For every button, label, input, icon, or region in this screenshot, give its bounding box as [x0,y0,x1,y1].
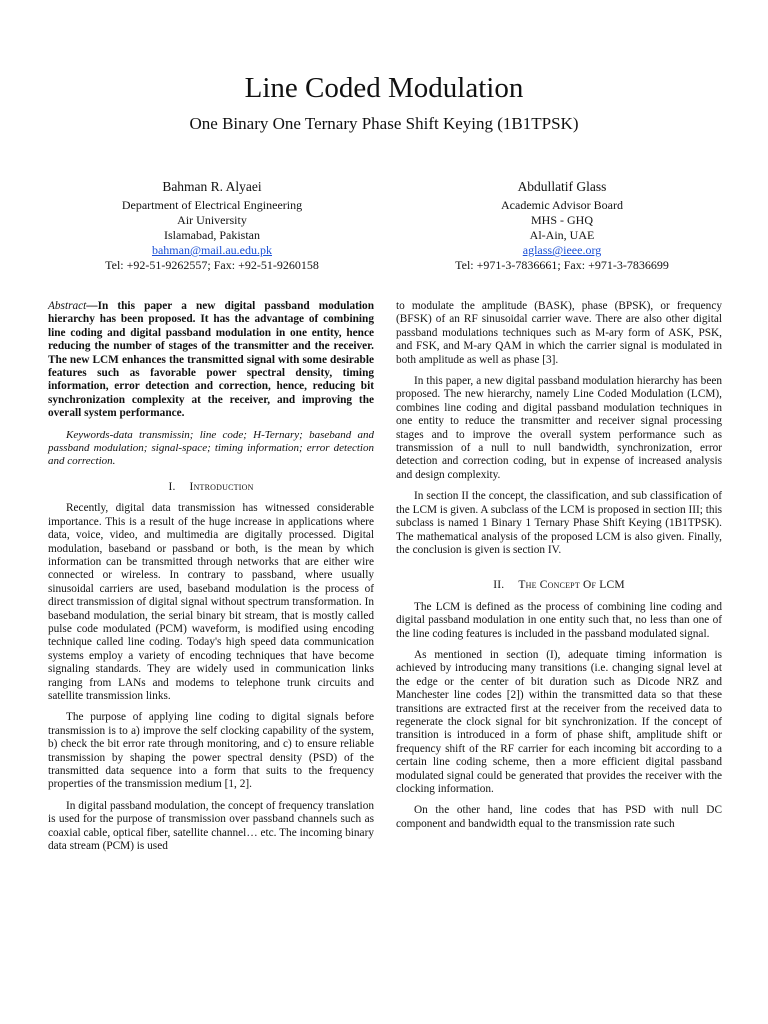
section-heading-concept [396,579,722,592]
right-column [396,300,722,839]
author-affiliation-line: Academic Advisor Board [501,198,623,212]
author-block-2 [392,178,732,273]
section-title: Introduction [189,480,254,493]
author-email-link[interactable]: bahman@mail.au.edu.pk [151,243,273,257]
author-affiliation-line: MHS - GHQ [530,213,593,227]
paragraph: The LCM is defined as the process of combining line coding and digital passband modulation in one entity such that, no less than one of the line coding features is included in the passband modulated signal. [396,600,722,640]
author-phone: Tel: +92-51-9262557; Fax: +92-51-9260158 [105,258,319,272]
author-block-1 [42,178,382,273]
paper-subtitle: One Binary One Ternary Phase Shift Keying (1B1TPSK) [189,114,579,133]
author-affiliation-line: Air University [177,213,247,227]
section-title: The Concept Of LCM [518,579,625,592]
abstract-label: Abstract [48,300,87,312]
paragraph: The purpose of applying line coding to digital signals before transmission is to a) improve the self clocking capability of the system, b) check the bit error rate through monitoring, and c) to ensure reliable transmission by shaping the power spectral density (PSD) of the transmitted data sequence into a form that suits to the frequency properties of the transmission medium [1, 2]. [48,711,374,791]
paragraph: In digital passband modulation, the concept of frequency translation is used for the purpose of transmission over passband channels such as coaxial cable, optical fiber, satellite channel… etc. The incoming binary data stream (PCM) is used [48,799,374,853]
section-heading-introduction [48,481,374,494]
section-number: II. [493,579,505,592]
author-affiliation-line: Islamabad, Pakistan [164,228,260,242]
author-affiliation-line: Department of Electrical Engineering [121,198,303,212]
author-affiliation-line: Al-Ain, UAE [529,228,595,242]
left-column [48,300,374,861]
paragraph: As mentioned in section (I), adequate timing information is achieved by introducing many transitions (i.e. changing signal level at the edge or the center of bit duration such as Dicode NRZ and Manchester line codes [2]) within the transmitted data so that these transitions are extracted first at the receiver from the received data to regenerate the clock signal for bit synchronization. If the concept of transition is introduced in a form of phase shift, amplitude shift or frequency shift of the RF carrier for each incoming bit according to a certain line coding scheme, then a more efficient digital passband modulated signal could be generated that provides the receiver with the clocking information. [396,648,722,795]
section-number: I. [168,480,176,493]
keywords: Keywords-data transmissin; line code; H-Ternary; baseband and passband modulation; signal-space; timing information; error detection and correction. [48,428,374,468]
paragraph: to modulate the amplitude (BASK), phase (BPSK), or frequency (BFSK) of an RF sinusoidal carrier wave. There are also other digital passband modulations techniques such as M-ary form of ASK, PSK, and FSK, and M-ary QAM in which the carrier signal is modulated in both amplitude as well as phase [3]. [396,300,722,366]
paragraph: In section II the concept, the classification, and sub classification of the LCM is given. A subclass of the LCM is proposed in section III; this subclass is named 1 Binary 1 Ternary Phase Shift Keying (1B1TPSK). The mathematical analysis of the proposed LCM is also given. Finally, the conclusion is given is section IV. [396,490,723,556]
author-email-link[interactable]: aglass@ieee.org [522,243,602,257]
author-phone: Tel: +971-3-7836661; Fax: +971-3-7836699 [455,258,669,272]
paragraph: On the other hand, line codes that has PSD with null DC component and bandwidth equal to the transmission rate such [396,804,722,830]
abstract [48,300,374,421]
author-name: Abdullatif Glass [517,179,607,194]
abstract-text: —In this paper a new digital passband modulation hierarchy has been proposed. It has the advantage of combining line coding and digital passband modulation in one entity, hence reducing the number of stages of the transmitter and the receiver. The new LCM enhances the transmitted signal with some desirable features such as favorable power spectral density, timing information, error detection and correction, hence, reducing bit synchronization complexity at the receiver, and improving the overall system performance. [48,300,374,420]
author-name: Bahman R. Alyaei [162,179,262,194]
paragraph: Recently, digital data transmission has witnessed considerable importance. This is a result of the huge increase in applications where data, voice, video, and multimedia are digitally processed. Digital modulation, baseband or passband or both, is the mean by which information can be transmitted through networks that are either wire connected or wireless. In contrary to passband, where usually sinusoidal carriers are used, baseband modulation is the process of direct transmission of digital signal without spectrum transformation. In baseband modulation, the serial binary bit stream, that is mostly called pulse code modulated (PCM) waveform, is modified using encoding technique called line coding. Today's high speed data communication systems employ a variety of encoding techniques that have become signaling standards. They are widely used in communication links ranging from LANs and modems to telephone trunk circuits and satellite transmission links. [48,502,374,702]
paragraph: In this paper, a new digital passband modulation hierarchy has been proposed. The new hierarchy, namely Line Coded Modulation (LCM), combines line coding and digital passband modulation techniques in one entity to reduce the transmitter and receiver signal processing stages and to improve the overall system performance such as transmission of a null to null bandwidth, synchronization, error detection and correction coding, but in expense of increased analysis and design complexity. [396,375,722,481]
paper-title: Line Coded Modulation [244,72,524,104]
